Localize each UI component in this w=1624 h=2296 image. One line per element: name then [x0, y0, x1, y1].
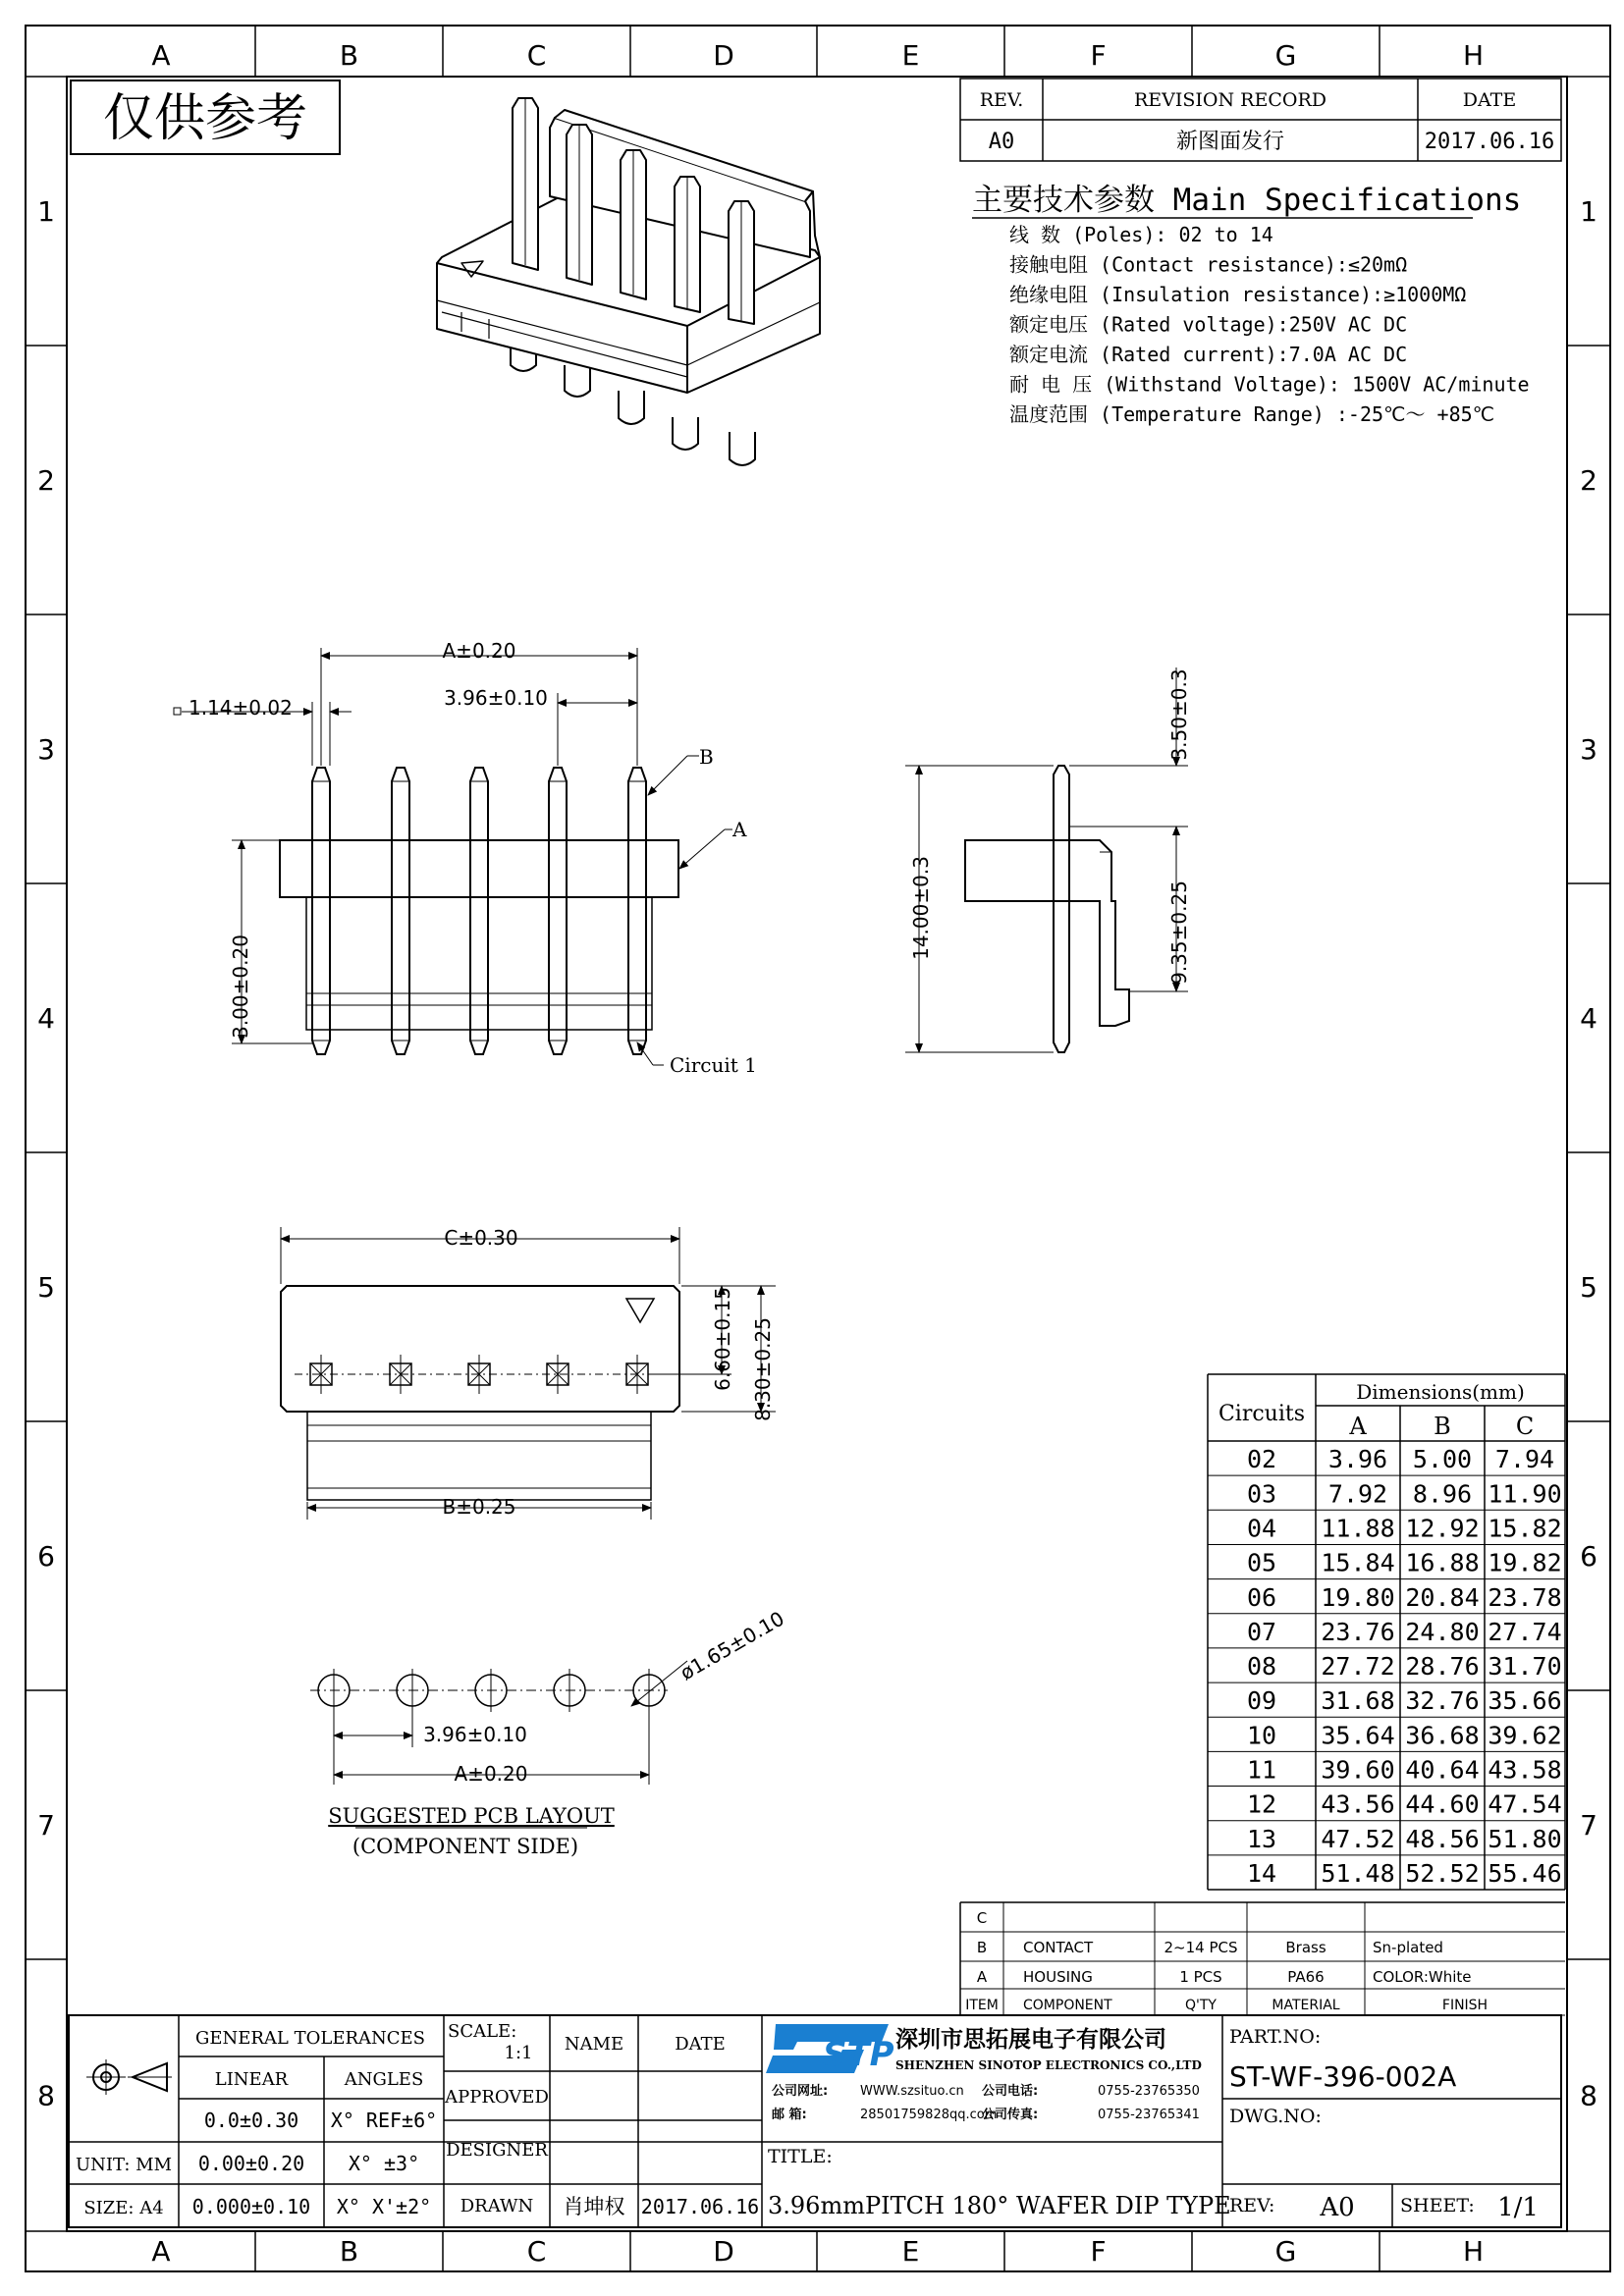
tol-linear-1: 0.0±0.30 — [203, 2109, 299, 2132]
dim-b-label: B±0.25 — [442, 1495, 516, 1519]
drawn-name: 肖坤权 — [563, 2195, 625, 2218]
dim-table-cell: 51.48 — [1321, 1859, 1395, 1888]
dim-pitch-label: 3.96±0.10 — [444, 686, 548, 710]
spec-line: 绝缘电阻 (Insulation resistance):≥1000MΩ — [1009, 283, 1467, 306]
frame-col-label-top: F — [1090, 39, 1107, 72]
dim-top-pin: 3.50±0.3 — [1167, 668, 1191, 761]
specs-title: 主要技术参数 Main Specifications — [972, 183, 1522, 218]
dim-col-header: A — [1349, 1413, 1367, 1440]
drawn-date: 2017.06.16 — [640, 2195, 760, 2218]
bom-cell-item: B — [976, 1939, 988, 1956]
frame-col-label-bottom: B — [339, 2235, 359, 2268]
rev-label: REV: — [1229, 2195, 1275, 2216]
tol-linear-2: 0.00±0.20 — [197, 2152, 305, 2175]
phone-label: 公司电话: — [982, 2084, 1039, 2099]
dim-table-cell: 12.92 — [1405, 1514, 1480, 1543]
revision-record-value: 新图面发行 — [1175, 130, 1285, 154]
bom-cell-component: CONTACT — [1023, 1939, 1094, 1956]
frame-row-label-right: 4 — [1580, 1002, 1597, 1035]
dimensions-group-header: Dimensions(mm) — [1356, 1380, 1525, 1404]
rev-value-title: A0 — [1320, 2193, 1355, 2222]
dim-lower: 9.35±0.25 — [1167, 881, 1191, 985]
dim-table-cell: 47.54 — [1488, 1789, 1562, 1819]
pcb-title: SUGGESTED PCB LAYOUT — [328, 1804, 615, 1828]
tol-angle-1: X° REF±6° — [330, 2109, 438, 2132]
frame-row-label-left: 8 — [37, 2079, 55, 2112]
date-label: DATE — [675, 2034, 726, 2055]
dim-table-cell: 15.82 — [1488, 1514, 1562, 1543]
callout-a: A — [732, 818, 747, 841]
dim-table-cell: 43.56 — [1321, 1789, 1395, 1819]
frame-row-label-left: 5 — [37, 1271, 55, 1304]
bom-header-finish: FINISH — [1441, 1998, 1489, 2013]
dim-table-cell: 06 — [1246, 1582, 1277, 1612]
dim-table-cell: 55.46 — [1488, 1859, 1562, 1888]
dim-660-label: 6.60±0.15 — [711, 1287, 734, 1391]
frame-row-label-left: 2 — [37, 464, 55, 497]
dim-table-cell: 23.78 — [1488, 1582, 1562, 1612]
sheet-label: SHEET: — [1400, 2195, 1475, 2216]
dim-table-cell: 28.76 — [1405, 1652, 1480, 1682]
drawing-title: 3.96mmPITCH 180° WAFER DIP TYPE — [768, 2192, 1231, 2219]
dim-table-cell: 02 — [1246, 1445, 1277, 1474]
dim-table-cell: 27.74 — [1488, 1617, 1562, 1646]
bom-cell-material: PA66 — [1287, 1968, 1325, 1986]
dim-table-cell: 27.72 — [1321, 1652, 1395, 1682]
dim-total-height: 14.00±0.3 — [909, 856, 933, 960]
bom-cell-item: A — [976, 1968, 988, 1986]
dim-table-cell: 35.66 — [1488, 1686, 1562, 1716]
bom-header-qty: Q'TY — [1185, 1998, 1217, 2013]
dim-a-label: A±0.20 — [442, 639, 516, 663]
dim-table-cell: 11 — [1246, 1755, 1277, 1785]
reference-stamp — [71, 80, 340, 154]
frame-col-label-top: G — [1274, 39, 1297, 72]
frame-row-label-right: 2 — [1580, 464, 1597, 497]
size-label: SIZE: A4 — [83, 2198, 164, 2218]
dim-table-cell: 05 — [1246, 1548, 1277, 1577]
website-label: 公司网址: — [772, 2084, 829, 2099]
tol-angle-2: X° ±3° — [348, 2152, 420, 2175]
dim-table-cell: 24.80 — [1405, 1617, 1480, 1646]
dim-table-cell: 8.96 — [1412, 1479, 1473, 1509]
dim-c-label: C±0.30 — [444, 1226, 518, 1250]
part-no-value: ST-WF-396-002A — [1229, 2060, 1457, 2093]
dim-height-label: 3.00±0.20 — [229, 934, 252, 1039]
frame-row-label-left: 7 — [37, 1809, 55, 1842]
frame-row-label-right: 6 — [1580, 1540, 1597, 1573]
email-value: 28501759828qq.com — [860, 2108, 998, 2122]
bom-cell-component: HOUSING — [1023, 1968, 1093, 1986]
dim-table-cell: 31.68 — [1321, 1686, 1395, 1716]
spec-line: 线 数 (Poles): 02 to 14 — [1009, 223, 1273, 246]
frame-row-label-right: 7 — [1580, 1809, 1597, 1842]
frame-col-label-bottom: D — [713, 2235, 734, 2268]
dim-table-cell: 35.64 — [1321, 1721, 1395, 1750]
email-label: 邮 箱: — [772, 2108, 807, 2122]
website-value: WWW.szsituo.cn — [860, 2084, 964, 2099]
part-no-label: PART.NO: — [1229, 2026, 1322, 2048]
frame-row-label-right: 5 — [1580, 1271, 1597, 1304]
dim-table-cell: 20.84 — [1405, 1582, 1480, 1612]
angles-label: ANGLES — [344, 2069, 424, 2090]
dim-table-cell: 3.96 — [1327, 1445, 1388, 1474]
logo-mark: STP — [823, 2035, 894, 2074]
revision-date-value: 2017.06.16 — [1424, 130, 1555, 154]
dim-table-cell: 11.90 — [1488, 1479, 1562, 1509]
dim-830-label: 8.30±0.25 — [751, 1317, 775, 1421]
callout-b: B — [699, 745, 714, 769]
dim-table-cell: 10 — [1246, 1721, 1277, 1750]
bom-header-material: MATERIAL — [1272, 1998, 1340, 2013]
spec-line: 额定电流 (Rated current):7.0A AC DC — [1009, 343, 1408, 366]
dim-table-cell: 43.58 — [1488, 1755, 1562, 1785]
circuits-header: Circuits — [1218, 1402, 1306, 1426]
dim-col-header: B — [1434, 1413, 1451, 1440]
frame-col-label-top: A — [151, 39, 171, 72]
dim-table-cell: 7.92 — [1327, 1479, 1388, 1509]
dim-table-cell: 16.88 — [1405, 1548, 1480, 1577]
designer-label: DESIGNER — [446, 2140, 548, 2161]
linear-label: LINEAR — [214, 2069, 289, 2090]
dim-table-cell: 14 — [1246, 1859, 1277, 1888]
spec-line: 温度范围 (Temperature Range) :-25℃～ +85℃ — [1009, 402, 1495, 426]
dim-table-cell: 11.88 — [1321, 1514, 1395, 1543]
spec-line: 耐 电 压 (Withstand Voltage): 1500V AC/minute — [1009, 372, 1530, 397]
dim-table-cell: 51.80 — [1488, 1824, 1562, 1853]
dim-table-cell: 31.70 — [1488, 1652, 1562, 1682]
frame-col-label-bottom: A — [151, 2235, 171, 2268]
bom-cell-finish: Sn-plated — [1373, 1939, 1443, 1956]
frame-col-label-bottom: F — [1090, 2235, 1107, 2268]
name-label: NAME — [564, 2034, 624, 2055]
frame-row-label-left: 6 — [37, 1540, 55, 1573]
bom-cell-material: Brass — [1285, 1939, 1326, 1956]
spec-line: 额定电压 (Rated voltage):250V AC DC — [1009, 312, 1408, 337]
frame-row-label-left: 1 — [37, 195, 55, 228]
dim-table-cell: 7.94 — [1494, 1445, 1555, 1474]
dim-table-cell: 23.76 — [1321, 1617, 1395, 1646]
dwg-no-label: DWG.NO: — [1229, 2106, 1322, 2127]
dim-table-cell: 19.82 — [1488, 1548, 1562, 1577]
frame-row-label-right: 8 — [1580, 2079, 1597, 2112]
dim-table-cell: 08 — [1246, 1652, 1277, 1682]
frame-row-label-left: 4 — [37, 1002, 55, 1035]
circuit-1-label: Circuit 1 — [670, 1053, 757, 1077]
stamp-text: 仅供参考 — [102, 89, 308, 148]
tol-angle-3: X° X'±2° — [336, 2195, 432, 2218]
dim-table-cell: 52.52 — [1405, 1859, 1480, 1888]
dim-table-cell: 44.60 — [1405, 1789, 1480, 1819]
fax-label: 公司传真: — [982, 2108, 1039, 2122]
dim-table-cell: 47.52 — [1321, 1824, 1395, 1853]
title-label: TITLE: — [768, 2146, 833, 2167]
frame-col-label-top: E — [901, 39, 920, 72]
dimensions-table — [1208, 1374, 1565, 1890]
dim-table-cell: 32.76 — [1405, 1686, 1480, 1716]
bom-header-component: COMPONENT — [1023, 1998, 1112, 2013]
frame-row-label-right: 3 — [1580, 733, 1597, 766]
frame-col-label-top: C — [526, 39, 547, 72]
dim-table-cell: 40.64 — [1405, 1755, 1480, 1785]
dim-table-cell: 12 — [1246, 1789, 1277, 1819]
frame-col-label-bottom: E — [901, 2235, 920, 2268]
frame-col-label-top: B — [339, 39, 359, 72]
dim-hole-label: ø1.65±0.10 — [676, 1606, 788, 1685]
bom-cell-qty: 1 PCS — [1179, 1968, 1222, 1986]
frame-col-label-bottom: C — [526, 2235, 547, 2268]
company-logo — [766, 2024, 894, 2074]
bom-header-item: ITEM — [965, 1998, 999, 2013]
dim-table-cell: 19.80 — [1321, 1582, 1395, 1612]
frame-row-label-left: 3 — [37, 733, 55, 766]
rev-value: A0 — [988, 130, 1015, 154]
pcb-subtitle: (COMPONENT SIDE) — [352, 1835, 579, 1858]
scale-value: 1:1 — [504, 2043, 533, 2063]
drawn-label: DRAWN — [460, 2196, 534, 2216]
frame-row-label-right: 1 — [1580, 195, 1597, 228]
dim-table-cell: 48.56 — [1405, 1824, 1480, 1853]
dim-table-cell: 15.84 — [1321, 1548, 1395, 1577]
frame-col-label-bottom: G — [1274, 2235, 1297, 2268]
bom-cell-item: C — [976, 1909, 988, 1927]
pcb-pitch-label: 3.96±0.10 — [423, 1723, 527, 1746]
dim-table-cell: 5.00 — [1412, 1445, 1473, 1474]
scale-label: SCALE: — [448, 2021, 517, 2042]
frame-col-label-bottom: H — [1462, 2235, 1485, 2268]
sheet-value: 1/1 — [1497, 2193, 1539, 2222]
dim-table-cell: 03 — [1246, 1479, 1277, 1509]
dim-table-cell: 13 — [1246, 1824, 1277, 1853]
spec-line: 接触电阻 (Contact resistance):≤20mΩ — [1009, 252, 1408, 277]
bom-cell-finish: COLOR:White — [1373, 1968, 1472, 1986]
dim-table-cell: 04 — [1246, 1514, 1277, 1543]
dim-pin-square-label: 1.14±0.02 — [189, 696, 293, 720]
tol-linear-3: 0.000±0.10 — [191, 2195, 311, 2218]
dim-table-cell: 36.68 — [1405, 1721, 1480, 1750]
date-header: DATE — [1462, 89, 1517, 111]
dim-table-cell: 09 — [1246, 1686, 1277, 1716]
dim-table-cell: 39.60 — [1321, 1755, 1395, 1785]
dim-table-cell: 39.62 — [1488, 1721, 1562, 1750]
frame-col-label-top: H — [1462, 39, 1485, 72]
unit-label: UNIT: MM — [75, 2155, 173, 2175]
fax-value: 0755-23765341 — [1098, 2108, 1200, 2122]
dim-col-header: C — [1515, 1413, 1535, 1440]
general-tolerances-label: GENERAL TOLERANCES — [194, 2028, 426, 2049]
company-name-en: SHENZHEN SINOTOP ELECTRONICS CO.,LTD — [895, 2058, 1202, 2072]
dim-table-cell: 07 — [1246, 1617, 1277, 1646]
company-name-cn: 深圳市思拓展电子有限公司 — [895, 2027, 1166, 2053]
pcb-a-label: A±0.20 — [454, 1762, 528, 1786]
phone-value: 0755-23765350 — [1098, 2084, 1200, 2099]
frame-col-label-top: D — [713, 39, 734, 72]
bom-cell-qty: 2~14 PCS — [1164, 1939, 1238, 1956]
revision-record-header: REVISION RECORD — [1134, 89, 1326, 111]
rev-header: REV. — [979, 89, 1024, 111]
approved-label: APPROVED — [445, 2087, 549, 2108]
